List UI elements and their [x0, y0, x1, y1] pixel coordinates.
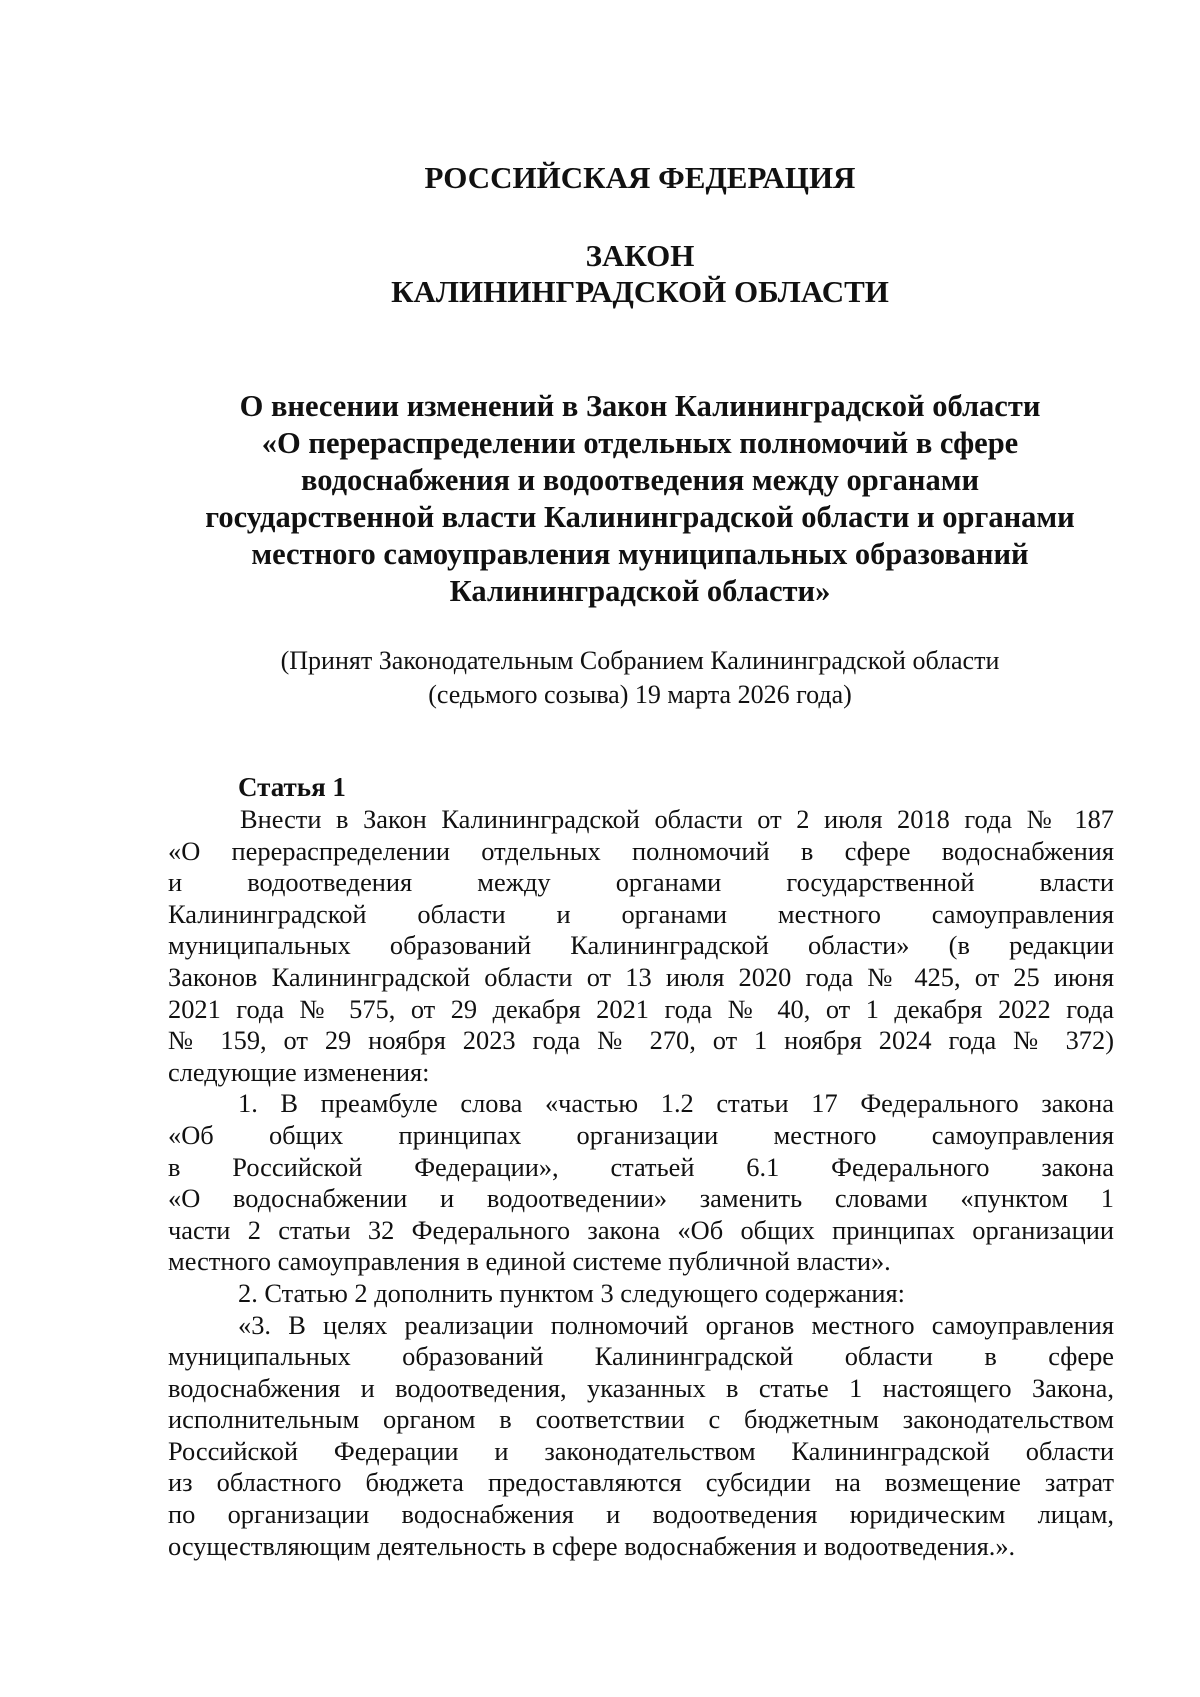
body-line: Российской Федерации и законодательством Калининградской области [168, 1435, 1114, 1466]
body-line: следующие изменения: [168, 1056, 430, 1087]
body-line: муниципальных образований Калининградской области» (в редакции [168, 930, 1114, 961]
body-line: «О перераспределении отдельных полномочий в сфере водоснабжения [168, 835, 1114, 866]
body-line: в Российской Федерации», статьей 6.1 Федерального закона [168, 1151, 1114, 1182]
law-title [160, 388, 1120, 610]
body-line: Законов Калининградской области от 13 июля 2020 года № 425, от 25 июня [168, 961, 1114, 992]
body-line: 1. В преамбуле слова «частью 1.2 статьи 17 Федерального закона [238, 1088, 1114, 1119]
adoption-note [160, 644, 1120, 712]
body-line: «Об общих принципах организации местного самоуправления [168, 1119, 1114, 1150]
law-title-line: государственной власти Калининградской области и органами [205, 500, 1075, 534]
body-line: № 159, от 29 ноября 2023 года № 270, от 1 ноября 2024 года № 372) [168, 1025, 1114, 1056]
body-line: «3. В целях реализации полномочий органов местного самоуправления [238, 1309, 1114, 1340]
body-line: исполнительным органом в соответствии с бюджетным законодательством [168, 1404, 1114, 1435]
law-title-line: «О перераспределении отдельных полномочий в сфере [261, 426, 1019, 460]
law-heading-line: КАЛИНИНГРАДСКОЙ ОБЛАСТИ [391, 274, 889, 309]
law-heading [160, 238, 1120, 310]
body-line: осуществляющим деятельность в сфере водоснабжения и водоотведения.». [168, 1530, 1016, 1561]
body-line: Калининградской области и органами местного самоуправления [168, 898, 1114, 929]
body-line: муниципальных образований Калининградской области в сфере [168, 1341, 1114, 1372]
body-line: водоснабжения и водоотведения, указанных в статье 1 настоящего Закона, [168, 1372, 1114, 1403]
body-line: из областного бюджета предоставляются субсидии на возмещение затрат [168, 1467, 1114, 1498]
body-line: «О водоснабжении и водоотведении» заменить словами «пунктом 1 [168, 1183, 1114, 1214]
adoption-note-line: (седьмого созыва) 19 марта 2026 года) [428, 680, 852, 709]
body-line: Внести в Закон Калининградской области от 2 июля 2018 года № 187 [240, 804, 1114, 834]
article-heading: Статья 1 [238, 772, 346, 802]
body-line: местного самоуправления в единой системе публичной власти». [168, 1246, 891, 1277]
body-line: по организации водоснабжения и водоотведения юридическим лицам, [168, 1499, 1114, 1530]
law-title-line: Калининградской области» [449, 574, 831, 608]
law-title-line: О внесении изменений в Закон Калининградской области [239, 389, 1041, 423]
body-line: и водоотведения между органами государственной власти [168, 867, 1114, 898]
adoption-note-line: (Принят Законодательным Собранием Калининградской области [280, 646, 1000, 675]
body-line: 2021 года № 575, от 29 декабря 2021 года № 40, от 1 декабря 2022 года [168, 993, 1114, 1024]
law-heading-line: ЗАКОН [585, 238, 695, 273]
country-heading: РОССИЙСКАЯ ФЕДЕРАЦИЯ [424, 160, 856, 195]
body-line: части 2 статьи 32 Федерального закона «Об общих принципах организации [168, 1214, 1114, 1245]
article-body [168, 804, 1114, 1562]
body-line: 2. Статью 2 дополнить пунктом 3 следующего содержания: [238, 1277, 905, 1308]
law-title-line: водоснабжения и водоотведения между органами [300, 463, 980, 497]
law-title-line: местного самоуправления муниципальных образований [251, 537, 1029, 571]
